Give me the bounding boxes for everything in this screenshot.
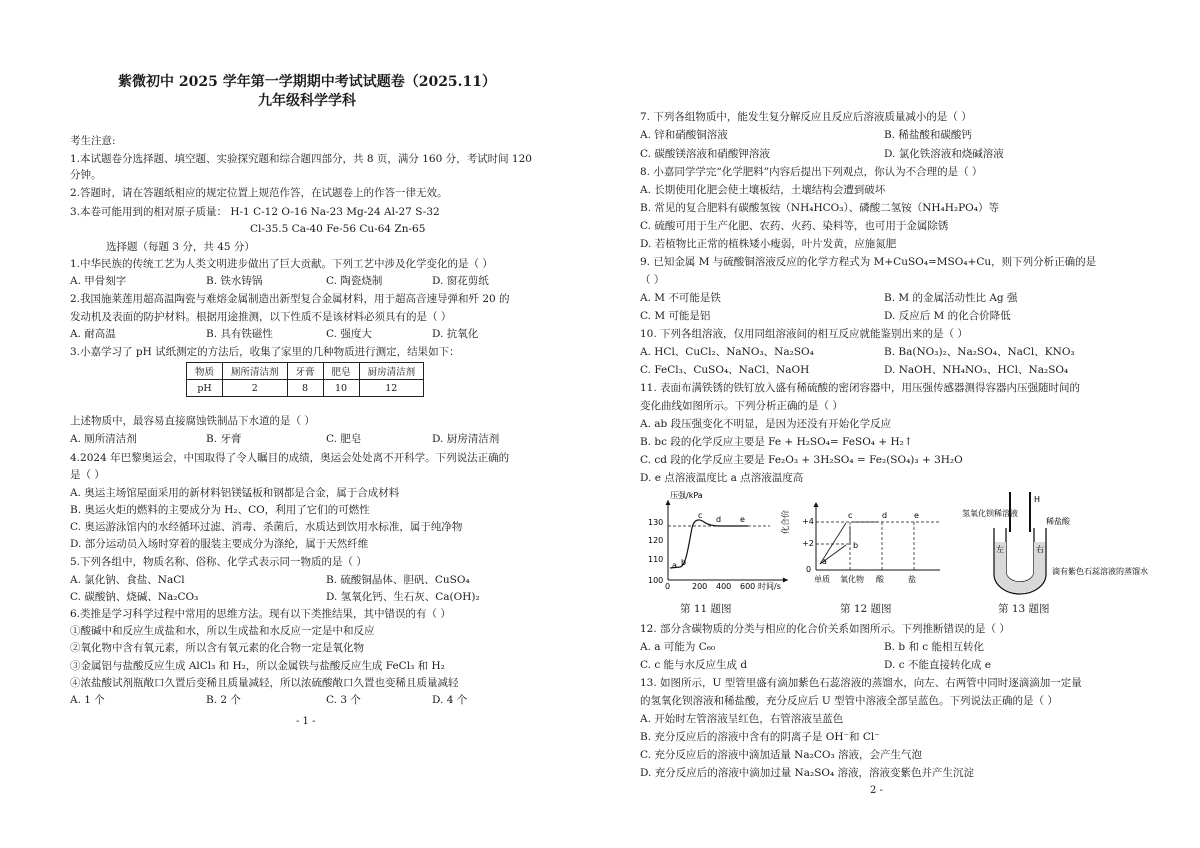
- fig11-x-arrow: [783, 578, 788, 583]
- q4-stem-cont: 是（ ）: [70, 469, 105, 481]
- fig12-point-label: a: [822, 557, 827, 566]
- q7-stem: 7. 下列各组物质中，能发生复分解反应且反应后溶液质量减小的是（ ）: [640, 111, 972, 123]
- fig11-xtick: 200: [692, 582, 708, 591]
- fig13-right-label: 稀盐酸: [1046, 517, 1070, 526]
- q11-stem-cont: 变化曲线如图所示。下列分析正确的是（ ）: [640, 400, 843, 412]
- q1-option-a[interactable]: A. 甲骨刻字: [70, 275, 127, 287]
- q7-option-a[interactable]: A. 锌和硝酸铜溶液: [640, 129, 728, 141]
- section-heading: 选择题（每题 3 分，共 45 分）: [106, 241, 255, 253]
- fig13-bottom-label: 滴有紫色石蕊溶液的蒸馏水: [1052, 567, 1148, 576]
- page-number-2: 2 -: [870, 785, 883, 796]
- q6-option-d[interactable]: D. 4 个: [432, 694, 468, 706]
- fig11-point-label: b: [681, 558, 687, 567]
- page-number-1: - 1 -: [296, 716, 316, 727]
- q11-stem: 11. 表面布满铁锈的铁钉放入盛有稀硫酸的密闭容器中，用压强传感器测得容器内压强随时间的: [640, 382, 1081, 394]
- q9-stem: 9. 已知金属 M 与硫酸铜溶液反应的化学方程式为 M+CuSO₄=MSO₄+Cu，则下列分析正确的是: [640, 256, 1097, 268]
- q7-option-b[interactable]: B. 稀盐酸和碳酸钙: [884, 129, 972, 141]
- q4-stem: 4.2024 年巴黎奥运会，中国取得了令人瞩目的成绩，奥运会处处离不开科学。下列说法正确的: [70, 452, 510, 464]
- ph-table-row: [187, 380, 424, 397]
- q3-stem: 3.小嘉学习了 pH 试纸测定的方法后，收集了家里的几种物质进行测定，结果如下：: [70, 346, 460, 358]
- q12-option-a[interactable]: A. a 可能为 C₆₀: [640, 641, 716, 653]
- fig11-point-label: e: [740, 515, 745, 524]
- q10-stem: 10. 下列各组溶液，仅用同组溶液间的相互反应就能鉴别出来的是（ ）: [640, 328, 968, 340]
- q9-option-b[interactable]: B. M 的金属活动性比 Ag 强: [884, 292, 1018, 304]
- q11-option-a[interactable]: A. ab 段压强变化不明显，是因为还没有开始化学反应: [640, 418, 892, 430]
- q6-option-a[interactable]: A. 1 个: [70, 694, 105, 706]
- fig12-ytick: +2: [802, 539, 814, 548]
- q5-option-b[interactable]: B. 硫酸铜晶体、胆矾、CuSO₄: [326, 574, 470, 586]
- q1-option-d[interactable]: D. 窗花剪纸: [432, 275, 489, 287]
- q10-option-b[interactable]: B. Ba(NO₃)₂、Na₂SO₄、NaCl、KNO₃: [884, 346, 1075, 358]
- fig11-xtick: 400: [716, 582, 732, 591]
- exam-subtitle: 九年级科学学科: [258, 93, 356, 109]
- fig12-ytick: +4: [802, 517, 814, 526]
- q10-option-d[interactable]: D. NaOH、NH₄NO₃、HCl、Na₂SO₄: [884, 364, 1069, 376]
- exam-title: 紫微初中 2025 学年第一学期期中考试试题卷（2025.11）: [118, 74, 497, 90]
- fig11-point-label: c: [698, 511, 703, 520]
- table-cell: 12: [359, 380, 424, 397]
- q11-option-d[interactable]: D. e 点溶液温度比 a 点溶液温度高: [640, 472, 804, 484]
- fig13-right-top-label: H: [1034, 495, 1041, 504]
- fig11-ytick: 120: [648, 536, 664, 545]
- fig12-ylabel: 化合价: [781, 510, 790, 534]
- q13-stem-cont: 的氢氧化钡溶液和稀盐酸，充分反应后 U 型管中溶液全部呈蓝色。下列说法正确的是（ ）: [640, 695, 1058, 707]
- q6-statement-2: ②氧化物中含有氧元素，所以含有氧元素的化合物一定是氧化物: [70, 642, 364, 654]
- note-3: 3.本卷可能用到的相对原子质量： H-1 C-12 O-16 Na-23 Mg-24 Al-27 S-32: [70, 206, 440, 218]
- q11-option-b[interactable]: B. bc 段的化学反应主要是 Fe + H₂SO₄= FeSO₄ + H₂↑: [640, 436, 913, 448]
- q9-option-a[interactable]: A. M 不可能是铁: [640, 292, 721, 304]
- fig11-xlabel: 时间/s: [758, 582, 781, 591]
- fig13-u-tube: [962, 488, 1148, 598]
- q3-option-b[interactable]: B. 牙膏: [206, 433, 242, 445]
- q8-option-d[interactable]: D. 若植物比正常的植株矮小瘦弱，叶片发黄，应施氮肥: [640, 238, 897, 250]
- q5-stem: 5.下列各组中，物质名称、俗称、化学式表示同一物质的是（ ）: [70, 556, 367, 568]
- fig11-ytick: 130: [648, 518, 664, 527]
- fig12-point-label: b: [853, 541, 859, 550]
- q13-option-c[interactable]: C. 充分反应后的溶液中滴加适量 Na₂CO₃ 溶液，会产生气泡: [640, 749, 923, 761]
- table-cell: 物质: [187, 363, 223, 380]
- left-page: [70, 0, 550, 848]
- q4-option-a[interactable]: A. 奥运主场馆屋面采用的新材料铝镁锰板和钢都是合金，属于合成材料: [70, 487, 400, 499]
- q2-option-c[interactable]: C. 强度大: [326, 328, 372, 340]
- q3-question: 上述物质中，最容易直接腐蚀铁制品下水道的是（ ）: [70, 415, 315, 427]
- note-1: 1.本试题卷分选择题、填空题、实验探究题和综合题四部分，共 8 页，满分 160 分，考试时间 120: [70, 153, 532, 165]
- fig13-caption: 第 13 题图: [998, 603, 1050, 615]
- notes-heading: 考生注意:: [70, 135, 116, 147]
- q4-option-d[interactable]: D. 部分运动员入场时穿着的服装主要成分为涤纶，属于天然纤维: [70, 538, 369, 550]
- q7-option-c[interactable]: C. 碳酸镁溶液和硝酸钾溶液: [640, 148, 770, 160]
- ph-table-header: [187, 363, 424, 380]
- q8-option-c[interactable]: C. 硫酸可用于生产化肥、农药、火药、染料等，也可用于金属除锈: [640, 220, 949, 232]
- table-cell: pH: [187, 380, 223, 397]
- right-page: [640, 0, 1148, 848]
- q7-option-d[interactable]: D. 氯化铁溶液和烧碱溶液: [884, 148, 1004, 160]
- note-2: 2.答题时，请在答题纸相应的规定位置上规范作答，在试题卷上的作答一律无效。: [70, 187, 448, 199]
- q13-option-b[interactable]: B. 充分反应后的溶液中含有的阴离子是 OH⁻和 Cl⁻: [640, 731, 880, 743]
- q1-stem: 1.中华民族的传统工艺为人类文明进步做出了巨大贡献。下列工艺中涉及化学变化的是（ ）: [70, 258, 493, 270]
- fig12-point-label: c: [848, 511, 853, 520]
- fig11-caption: 第 11 题图: [680, 603, 732, 615]
- q10-option-c[interactable]: C. FeCl₃、CuSO₄、NaCl、NaOH: [640, 364, 810, 376]
- note-1-cont: 分钟。: [70, 169, 102, 181]
- q8-option-a[interactable]: A. 长期使用化肥会使土壤板结，土壤结构会遭到破坏: [640, 184, 886, 196]
- fig11-point-label: d: [716, 515, 722, 524]
- q1-option-b[interactable]: B. 铁水铸锅: [206, 275, 263, 287]
- fig12-xcat: 酸: [876, 575, 884, 584]
- fig12-ytick: 0: [806, 565, 812, 574]
- q12-stem: 12. 部分含碳物质的分类与相应的化合价关系如图所示。下列推断错误的是（ ）: [640, 623, 1010, 635]
- fig12-valence-chart: [781, 498, 960, 588]
- fig12-y-arrow: [814, 502, 819, 507]
- fig12-point-label: e: [914, 511, 919, 520]
- q3-option-a[interactable]: A. 厕所清洁剂: [70, 433, 137, 445]
- q2-stem: 2.我国施莱莲用超高温陶瓷与难熔金属制造出新型复合金属材料，用于超高音速导弹和歼 20 的: [70, 293, 510, 305]
- q10-option-a[interactable]: A. HCl、CuCl₂、NaNO₃、Na₂SO₄: [640, 346, 814, 358]
- q6-stem: 6.类推是学习科学过程中常用的思维方法。现有以下类推结果，其中错误的有（ ）: [70, 608, 451, 620]
- q9-option-d[interactable]: D. 反应后 M 的化合价降低: [884, 310, 1011, 322]
- fig11-xtick: 600: [740, 582, 756, 591]
- q13-stem: 13. 如图所示，U 型管里盛有滴加紫色石蕊溶液的蒸馏水，向左、右两管中同时逐滴滴加一定量: [640, 677, 1082, 689]
- table-cell: 10: [323, 380, 359, 397]
- fig13-left-arm-label: 左: [996, 545, 1004, 554]
- ph-table: [186, 362, 424, 397]
- fig12-xcat: 盐: [908, 575, 916, 584]
- fig11-ylabel: 压强/kPa: [670, 491, 703, 500]
- q3-option-d[interactable]: D. 厨房清洁剂: [432, 433, 500, 445]
- q1-option-c[interactable]: C. 陶瓷烧制: [326, 275, 383, 287]
- q2-option-d[interactable]: D. 抗氧化: [432, 328, 479, 340]
- fig11-point-label: a: [672, 561, 677, 570]
- note-3-cont: Cl-35.5 Ca-40 Fe-56 Cu-64 Zn-65: [250, 223, 426, 235]
- fig11-xtick: 0: [665, 582, 671, 591]
- fig11-ytick: 110: [648, 555, 664, 564]
- q6-statement-1: ①酸碱中和反应生成盐和水，所以生成盐和水反应一定是中和反应: [70, 625, 375, 637]
- table-cell: 厕所清洁剂: [223, 363, 288, 380]
- q6-option-c[interactable]: C. 3 个: [326, 694, 361, 706]
- q2-option-b[interactable]: B. 具有铁磁性: [206, 328, 273, 340]
- q2-option-a[interactable]: A. 耐高温: [70, 328, 116, 340]
- q12-option-c[interactable]: C. c 能与水反应生成 d: [640, 659, 748, 671]
- fig12-caption: 第 12 题图: [840, 603, 892, 615]
- q3-option-c[interactable]: C. 肥皂: [326, 433, 362, 445]
- fig11-y-arrow: [666, 500, 671, 505]
- q8-stem: 8. 小嘉同学学完“化学肥料”内容后提出下列观点，你认为不合理的是（ ）: [640, 166, 983, 178]
- q5-option-a[interactable]: A. 氯化钠、食盐、NaCl: [70, 574, 185, 586]
- fig12-xcat: 氧化物: [840, 575, 864, 584]
- fig13-left-label: 氢氧化钡稀溶液: [962, 509, 1018, 518]
- q9-option-c[interactable]: C. M 可能是铝: [640, 310, 711, 322]
- fig11-ytick: 100: [648, 576, 664, 585]
- q12-option-d[interactable]: D. c 不能直接转化成 e: [884, 659, 991, 671]
- q8-option-b[interactable]: B. 常见的复合肥料有碳酸氢铵（NH₄HCO₃）、磷酸二氢铵（NH₄H₂PO₄）等: [640, 202, 1000, 214]
- q11-option-c[interactable]: C. cd 段的化学反应主要是 Fe₂O₃ + 3H₂SO₄ = Fe₂(SO₄)₃ + 3H₂O: [640, 454, 963, 466]
- q5-option-c[interactable]: C. 碳酸钠、烧碱、Na₂CO₃: [70, 591, 199, 603]
- q9-stem-cont: （ ）: [640, 274, 665, 286]
- fig13-tube-inner: [1006, 528, 1034, 582]
- q13-option-d[interactable]: D. 充分反应后的溶液中滴加过量 Na₂SO₄ 溶液，溶液变紫色并产生沉淀: [640, 767, 975, 779]
- q4-option-c[interactable]: C. 奥运游泳馆内的水经循环过滤、消毒、杀菌后，水质达到饮用水标准，属于纯净物: [70, 521, 463, 533]
- q2-stem-cont: 发动机及表面的防护材料。根据用途推测，以下性质不是该材料必须具有的是（ ）: [70, 311, 452, 323]
- q5-option-d[interactable]: D. 氢氧化钙、生石灰、Ca(OH)₂: [326, 591, 480, 603]
- fig13-right-arm-label: 右: [1036, 545, 1044, 554]
- q12-option-b[interactable]: B. b 和 c 能相互转化: [884, 641, 985, 653]
- fig11-pressure-graph: [640, 488, 790, 591]
- table-cell: 8: [287, 380, 323, 397]
- q13-option-a[interactable]: A. 开始时左管溶液呈红色，右管溶液呈蓝色: [640, 713, 844, 725]
- q6-option-b[interactable]: B. 2 个: [206, 694, 241, 706]
- fig12-point-label: d: [882, 511, 888, 520]
- q6-statement-4: ④浓盐酸试剂瓶敞口久置后变稀且质量减轻，所以浓硫酸敞口久置也变稀且质量减轻: [70, 677, 459, 689]
- table-cell: 2: [223, 380, 288, 397]
- fig12-xcat: 单质: [814, 575, 830, 584]
- table-cell: 肥皂: [323, 363, 359, 380]
- q4-option-b[interactable]: B. 奥运火炬的燃料的主要成分为 H₂、CO，利用了它们的可燃性: [70, 504, 370, 516]
- table-cell: 牙膏: [287, 363, 323, 380]
- table-cell: 厨房清洁剂: [359, 363, 424, 380]
- q6-statement-3: ③金属铝与盐酸反应生成 AlCl₃ 和 H₂，所以金属铁与盐酸反应生成 FeCl₃ 和 H₂: [70, 660, 445, 672]
